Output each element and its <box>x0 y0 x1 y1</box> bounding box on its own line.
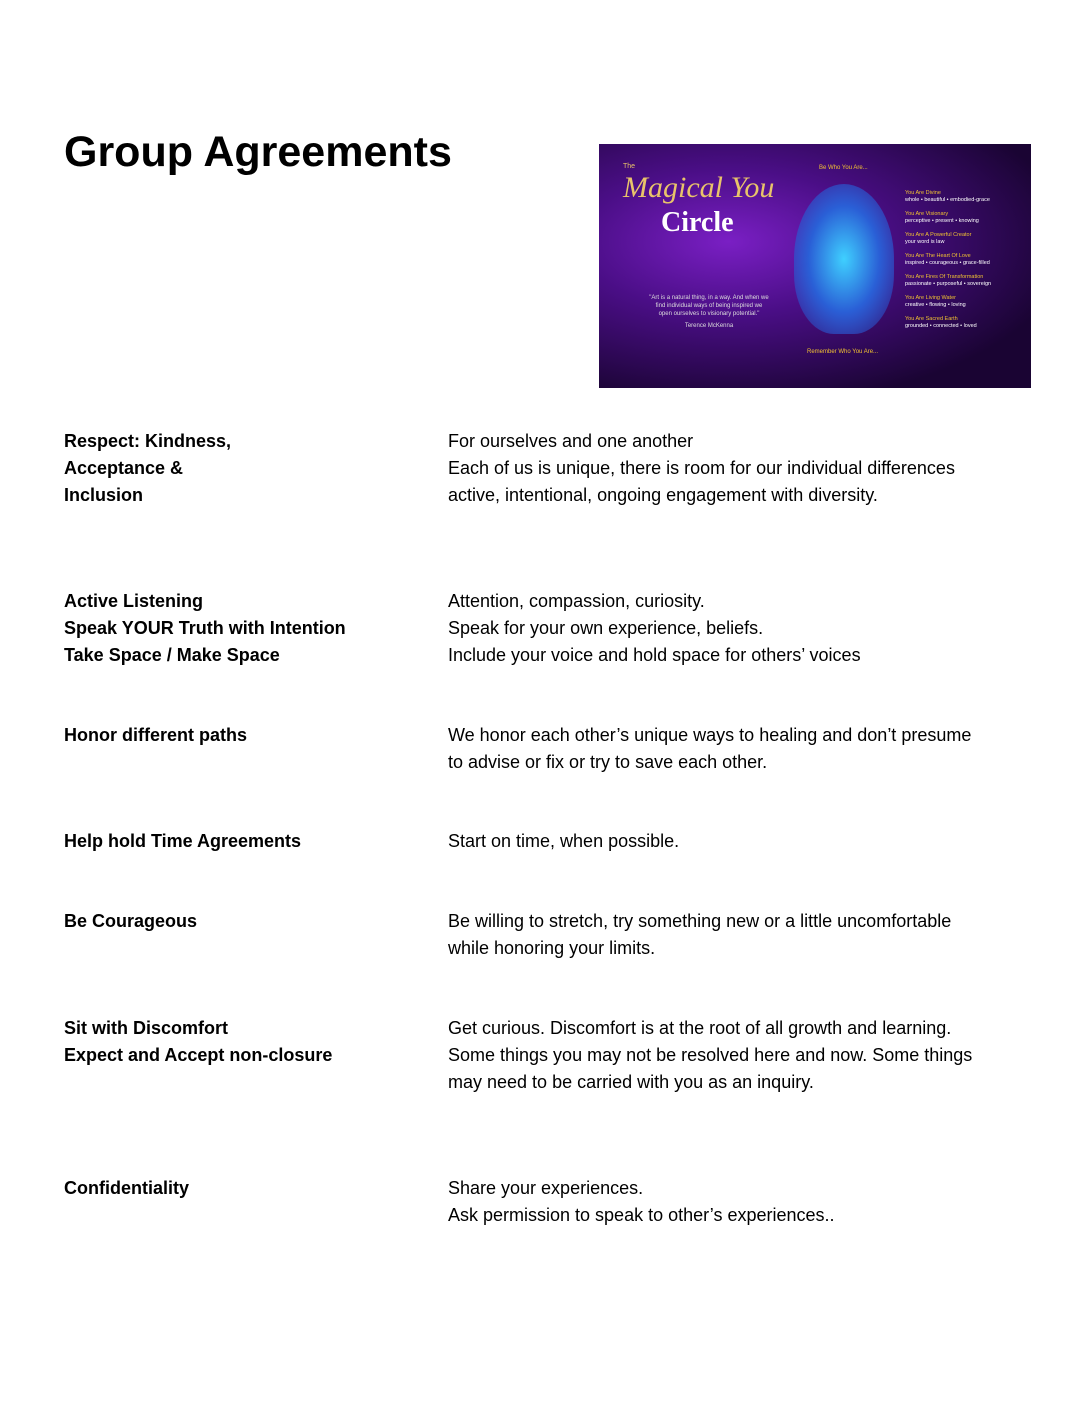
agreement-title <box>64 722 434 749</box>
agreement-title-line: Active Listening <box>64 591 204 611</box>
chakra-item <box>905 274 991 288</box>
quote-author: Terence McKenna <box>684 323 734 329</box>
chakra-heading: You Are Fires Of Transformation <box>905 274 984 280</box>
chakra-subtitle: creative • flowing • loving <box>905 302 966 308</box>
agreement-title <box>64 1175 434 1202</box>
agreement-description-line: Each of us is unique, there is room for our individual differences <box>448 458 955 478</box>
agreement-title-line: Take Space / Make Space <box>64 645 280 665</box>
chakra-item <box>905 295 991 309</box>
chakra-item <box>905 211 991 225</box>
agreement-description <box>448 428 1028 509</box>
chakra-heading: You Are A Powerful Creator <box>905 232 972 238</box>
quote-text: "Art is a natural thing, in a way. And when we find individual ways of being inspired we open ourselves to visionary potential." <box>649 295 769 317</box>
agreement-description-line: Attention, compassion, curiosity. <box>448 591 705 611</box>
agreement-description-line: We honor each other’s unique ways to healing and don’t presume <box>448 725 972 745</box>
banner-top-caption: Be Who You Are... <box>819 165 868 171</box>
agreement-description <box>448 908 1028 962</box>
chakra-item <box>905 316 991 330</box>
agreement-description-line: Be willing to stretch, try something new or a little uncomfortable <box>448 911 952 931</box>
chakra-heading: You Are Living Water <box>905 295 956 301</box>
agreement-description-line: to advise or fix or try to save each other. <box>448 752 768 772</box>
agreement-title-line: Inclusion <box>64 485 144 505</box>
agreement-title-line: Be Courageous <box>64 911 198 931</box>
chakra-subtitle: whole • beautiful • embodied-grace <box>905 197 990 203</box>
chakra-subtitle: passionate • purposeful • sovereign <box>905 281 992 287</box>
meditating-figure-illustration <box>794 184 894 334</box>
magical-you-circle-banner-image <box>599 144 1031 388</box>
chakra-subtitle: inspired • courageous • grace-filled <box>905 260 990 266</box>
agreement-description <box>448 1015 1028 1096</box>
chakra-heading: You Are Divine <box>905 190 941 196</box>
agreement-description-line: Ask permission to speak to other’s experiences.. <box>448 1205 835 1225</box>
agreement-description-line: Speak for your own experience, beliefs. <box>448 618 764 638</box>
agreement-description-line: Some things you may not be resolved here and now. Some things <box>448 1045 973 1065</box>
agreement-description <box>448 1175 1028 1229</box>
agreement-title <box>64 428 434 509</box>
agreement-title-line: Speak YOUR Truth with Intention <box>64 618 346 638</box>
agreement-description-line: Start on time, when possible. <box>448 831 680 851</box>
agreement-title <box>64 908 434 935</box>
chakra-subtitle: your word is law <box>905 239 945 245</box>
agreement-description-line: while honoring your limits. <box>448 938 656 958</box>
agreement-title <box>64 588 434 669</box>
chakra-heading: You Are The Heart Of Love <box>905 253 971 259</box>
page-title: Group Agreements <box>64 128 452 176</box>
chakra-heading: You Are Visionary <box>905 211 949 217</box>
chakra-item <box>905 232 991 246</box>
agreement-title-line: Acceptance & <box>64 458 184 478</box>
banner-quote <box>649 294 769 330</box>
agreement-title-line: Expect and Accept non-closure <box>64 1045 333 1065</box>
agreement-description-line: may need to be carried with you as an inquiry. <box>448 1072 814 1092</box>
chakra-item <box>905 253 991 267</box>
chakra-heading: You Are Sacred Earth <box>905 316 958 322</box>
chakra-subtitle: grounded • connected • loved <box>905 323 977 329</box>
chakra-subtitle: perceptive • present • knowing <box>905 218 979 224</box>
banner-the: The <box>623 163 636 170</box>
banner-script-title: Magical You <box>623 171 775 204</box>
agreement-title <box>64 828 434 855</box>
agreement-description <box>448 722 1028 776</box>
banner-title: Circle <box>661 207 734 238</box>
agreement-description-line: For ourselves and one another <box>448 431 694 451</box>
agreement-title-line: Confidentiality <box>64 1178 189 1198</box>
agreement-title-line: Sit with Discomfort <box>64 1018 229 1038</box>
agreement-description <box>448 828 1028 855</box>
agreement-description-line: Include your voice and hold space for others’ voices <box>448 645 861 665</box>
chakra-list <box>905 190 991 337</box>
chakra-item <box>905 190 991 204</box>
agreement-description-line: Share your experiences. <box>448 1178 644 1198</box>
agreement-description-line: Get curious. Discomfort is at the root of all growth and learning. <box>448 1018 952 1038</box>
agreement-title-line: Help hold Time Agreements <box>64 831 302 851</box>
agreement-title <box>64 1015 434 1069</box>
agreement-description <box>448 588 1028 669</box>
agreement-title-line: Honor different paths <box>64 725 247 745</box>
agreement-description-line: active, intentional, ongoing engagement with diversity. <box>448 485 878 505</box>
banner-bottom-caption: Remember Who You Are... <box>807 349 879 355</box>
agreement-title-line: Respect: Kindness, <box>64 431 232 451</box>
